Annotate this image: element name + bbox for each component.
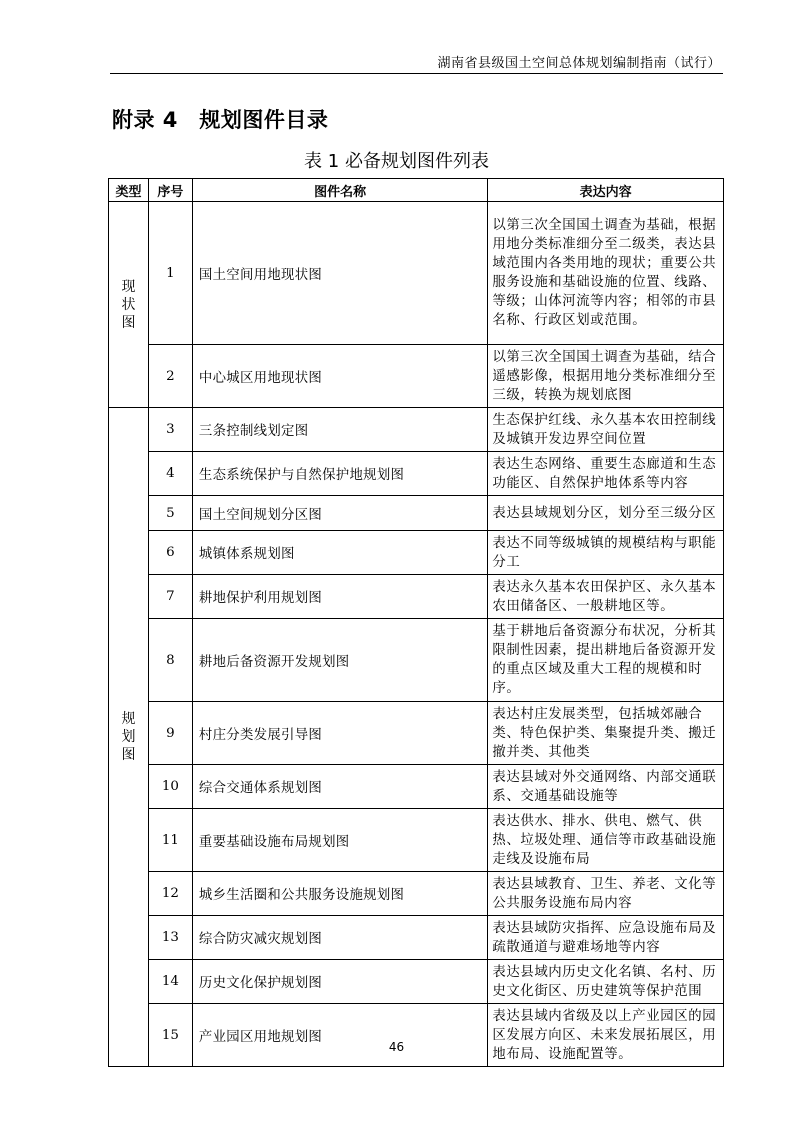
row-number: 1 [148,202,192,345]
row-number: 4 [148,452,192,496]
map-content: 表达不同等级城镇的规模结构与职能分工 [488,531,724,575]
row-number: 6 [148,531,192,575]
map-name: 产业园区用地规划图 [192,1004,487,1067]
map-name: 耕地保护利用规划图 [192,575,487,619]
map-content: 以第三次全国国土调查为基础，根据用地分类标准细分至二级类，表达县域范围内各类用地的现状；重要公共服务设施和基础设施的位置、线路、等级；山体河流等内容；相邻的市县名称、行政区划或范围。 [488,202,724,345]
table-row [109,345,724,408]
column-header-content: 表达内容 [488,179,724,202]
map-content: 表达县域内历史文化名镇、名村、历史文化街区、历史建筑等保护范围 [488,960,724,1004]
map-content: 表达供水、排水、供电、燃气、供热、垃圾处理、通信等市政基础设施走线及设施布局 [488,809,724,872]
column-header-map-name: 图件名称 [192,179,487,202]
map-content: 生态保护红线、永久基本农田控制线及城镇开发边界空间位置 [488,408,724,452]
row-number: 14 [148,960,192,1004]
row-number: 12 [148,872,192,916]
table-header-row [109,179,724,202]
table-row [109,960,724,1004]
row-number: 13 [148,916,192,960]
type-char: 图 [121,314,136,331]
row-number: 5 [148,496,192,531]
row-number: 3 [148,408,192,452]
map-content: 以第三次全国国土调查为基础，结合遥感影像，根据用地分类标准细分至三级，转换为规划底图 [488,345,724,408]
row-number: 10 [148,765,192,809]
map-content: 表达县域内省级及以上产业园区的园区发展方向区、未来发展拓展区，用地布局、设施配置等。 [488,1004,724,1067]
row-number: 8 [148,619,192,702]
map-content: 表达生态网络、重要生态廊道和生态功能区、自然保护地体系等内容 [488,452,724,496]
table-row [109,619,724,702]
plan-map-table [108,178,724,1067]
map-name: 耕地后备资源开发规划图 [192,619,487,702]
table-row [109,496,724,531]
header-divider [110,73,723,74]
map-content: 基于耕地后备资源分布状况，分析其限制性因素，提出耕地后备资源开发的重点区域及重大工程的规模和时序。 [488,619,724,702]
table-row [109,765,724,809]
map-name: 历史文化保护规划图 [192,960,487,1004]
table-row [109,702,724,765]
column-header-type: 类型 [109,179,149,202]
row-number: 7 [148,575,192,619]
row-number: 11 [148,809,192,872]
map-name: 村庄分类发展引导图 [192,702,487,765]
table-row [109,809,724,872]
table-row [109,575,724,619]
map-name: 生态系统保护与自然保护地规划图 [192,452,487,496]
table-row [109,202,724,345]
map-name: 综合防灾减灾规划图 [192,916,487,960]
map-content: 表达永久基本农田保护区、永久基本农田储备区、一般耕地区等。 [488,575,724,619]
appendix-title: 附录 4 规划图件目录 [112,108,329,132]
table-row [109,531,724,575]
map-content: 表达村庄发展类型，包括城郊融合类、特色保护类、集聚提升类、搬迁撤并类、其他类 [488,702,724,765]
table-row [109,1004,724,1067]
map-content: 表达县域防灾指挥、应急设施布局及疏散通道与避难场地等内容 [488,916,724,960]
type-cell-current [109,202,149,408]
type-char: 图 [121,747,136,763]
row-number: 15 [148,1004,192,1067]
map-content: 表达县域规划分区，划分至三级分区 [488,496,724,531]
map-name: 中心城区用地现状图 [192,345,487,408]
table-row [109,452,724,496]
map-name: 城镇体系规划图 [192,531,487,575]
map-name: 国土空间用地现状图 [192,202,487,345]
map-content: 表达县域教育、卫生、养老、文化等公共服务设施布局内容 [488,872,724,916]
type-char: 状 [121,296,136,313]
type-char: 规 [121,711,136,727]
map-name: 重要基础设施布局规划图 [192,809,487,872]
column-header-number: 序号 [148,179,192,202]
map-content: 表达县域对外交通网络、内部交通联系、交通基础设施等 [488,765,724,809]
type-char: 现 [121,278,136,295]
map-name: 国土空间规划分区图 [192,496,487,531]
map-name: 三条控制线划定图 [192,408,487,452]
row-number: 9 [148,702,192,765]
table-row [109,408,724,452]
table-row [109,872,724,916]
table-row [109,916,724,960]
page-number: 46 [388,1040,405,1054]
type-cell-planning [109,408,149,1067]
map-name: 城乡生活圈和公共服务设施规划图 [192,872,487,916]
map-name: 综合交通体系规划图 [192,765,487,809]
row-number: 2 [148,345,192,408]
type-char: 划 [121,729,136,745]
table-caption: 表 1 必备规划图件列表 [304,151,489,172]
running-header: 湖南省县级国土空间总体规划编制指南（试行） [437,56,721,71]
